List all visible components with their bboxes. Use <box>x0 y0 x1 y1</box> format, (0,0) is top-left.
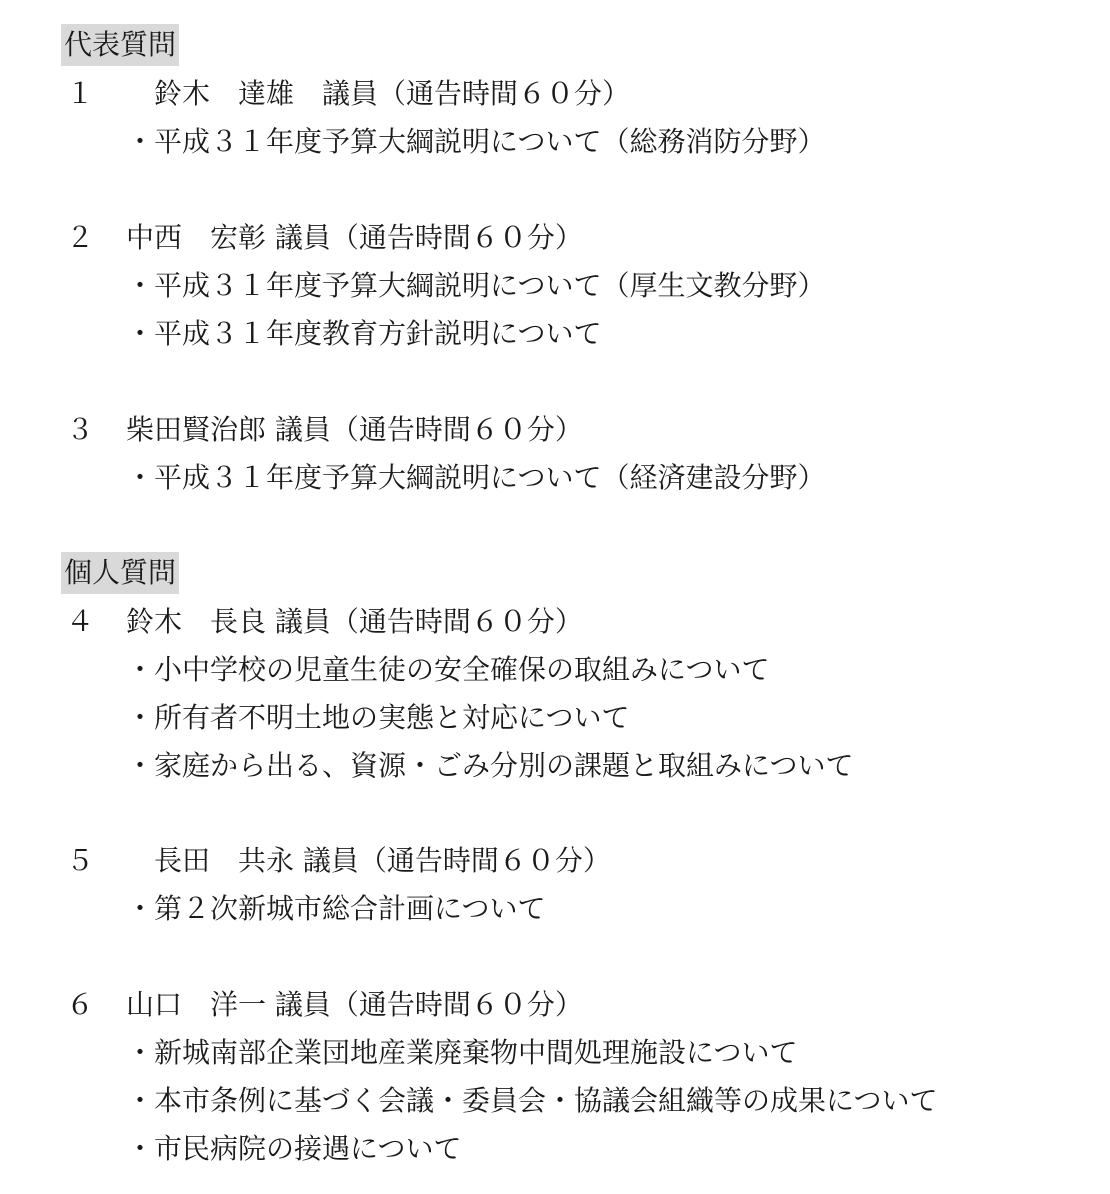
member-name: 鈴木 達雄 議員（通告時間６０分） <box>126 77 631 110</box>
topic-item: ・市民病院の接遇について <box>126 1132 462 1165</box>
entry-header <box>0 981 1110 1029</box>
topic-item: ・本市条例に基づく会議・委員会・協議会組織等の成果について <box>126 1084 938 1117</box>
topic-item: ・平成３１年度予算大綱説明について（経済建設分野） <box>126 461 826 494</box>
entry-header <box>0 837 1110 885</box>
topic-item: ・家庭から出る、資源・ごみ分別の課題と取組みについて <box>126 749 854 782</box>
entry-header <box>0 214 1110 262</box>
member-name: 鈴木 長良 議員（通告時間６０分） <box>126 605 583 638</box>
entry-number: ６ <box>66 988 95 1021</box>
question-entry-5 <box>0 837 1110 933</box>
section-heading-representative: 代表質問 <box>61 24 179 66</box>
question-entry-6 <box>0 981 1110 1173</box>
member-name: 長田 共永 議員（通告時間６０分） <box>126 844 611 877</box>
entry-number: ４ <box>66 605 95 638</box>
member-name: 山口 洋一 議員（通告時間６０分） <box>126 988 583 1021</box>
question-entry-3 <box>0 406 1110 502</box>
member-name: 柴田賢治郎 議員（通告時間６０分） <box>126 413 583 446</box>
topic-item: ・新城南部企業団地産業廃棄物中間処理施設について <box>126 1036 798 1069</box>
section-heading-individual: 個人質問 <box>61 552 179 594</box>
question-entry-1 <box>0 70 1110 166</box>
entry-header <box>0 70 1110 118</box>
entry-header <box>0 406 1110 454</box>
topic-item: ・平成３１年度予算大綱説明について（厚生文教分野） <box>126 269 826 302</box>
question-entry-2 <box>0 214 1110 358</box>
topic-item: ・第２次新城市総合計画について <box>126 892 546 925</box>
question-entry-4 <box>0 598 1110 790</box>
entry-number: １ <box>66 77 95 110</box>
entry-header <box>0 598 1110 646</box>
topic-item: ・平成３１年度教育方針説明について <box>126 317 602 350</box>
topic-item: ・平成３１年度予算大綱説明について（総務消防分野） <box>126 125 826 158</box>
topic-item: ・小中学校の児童生徒の安全確保の取組みについて <box>126 653 770 686</box>
entry-number: ３ <box>66 413 95 446</box>
entry-number: ２ <box>66 221 95 254</box>
entry-number: ５ <box>66 844 95 877</box>
member-name: 中西 宏彰 議員（通告時間６０分） <box>126 221 583 254</box>
topic-item: ・所有者不明土地の実態と対応について <box>126 701 630 734</box>
